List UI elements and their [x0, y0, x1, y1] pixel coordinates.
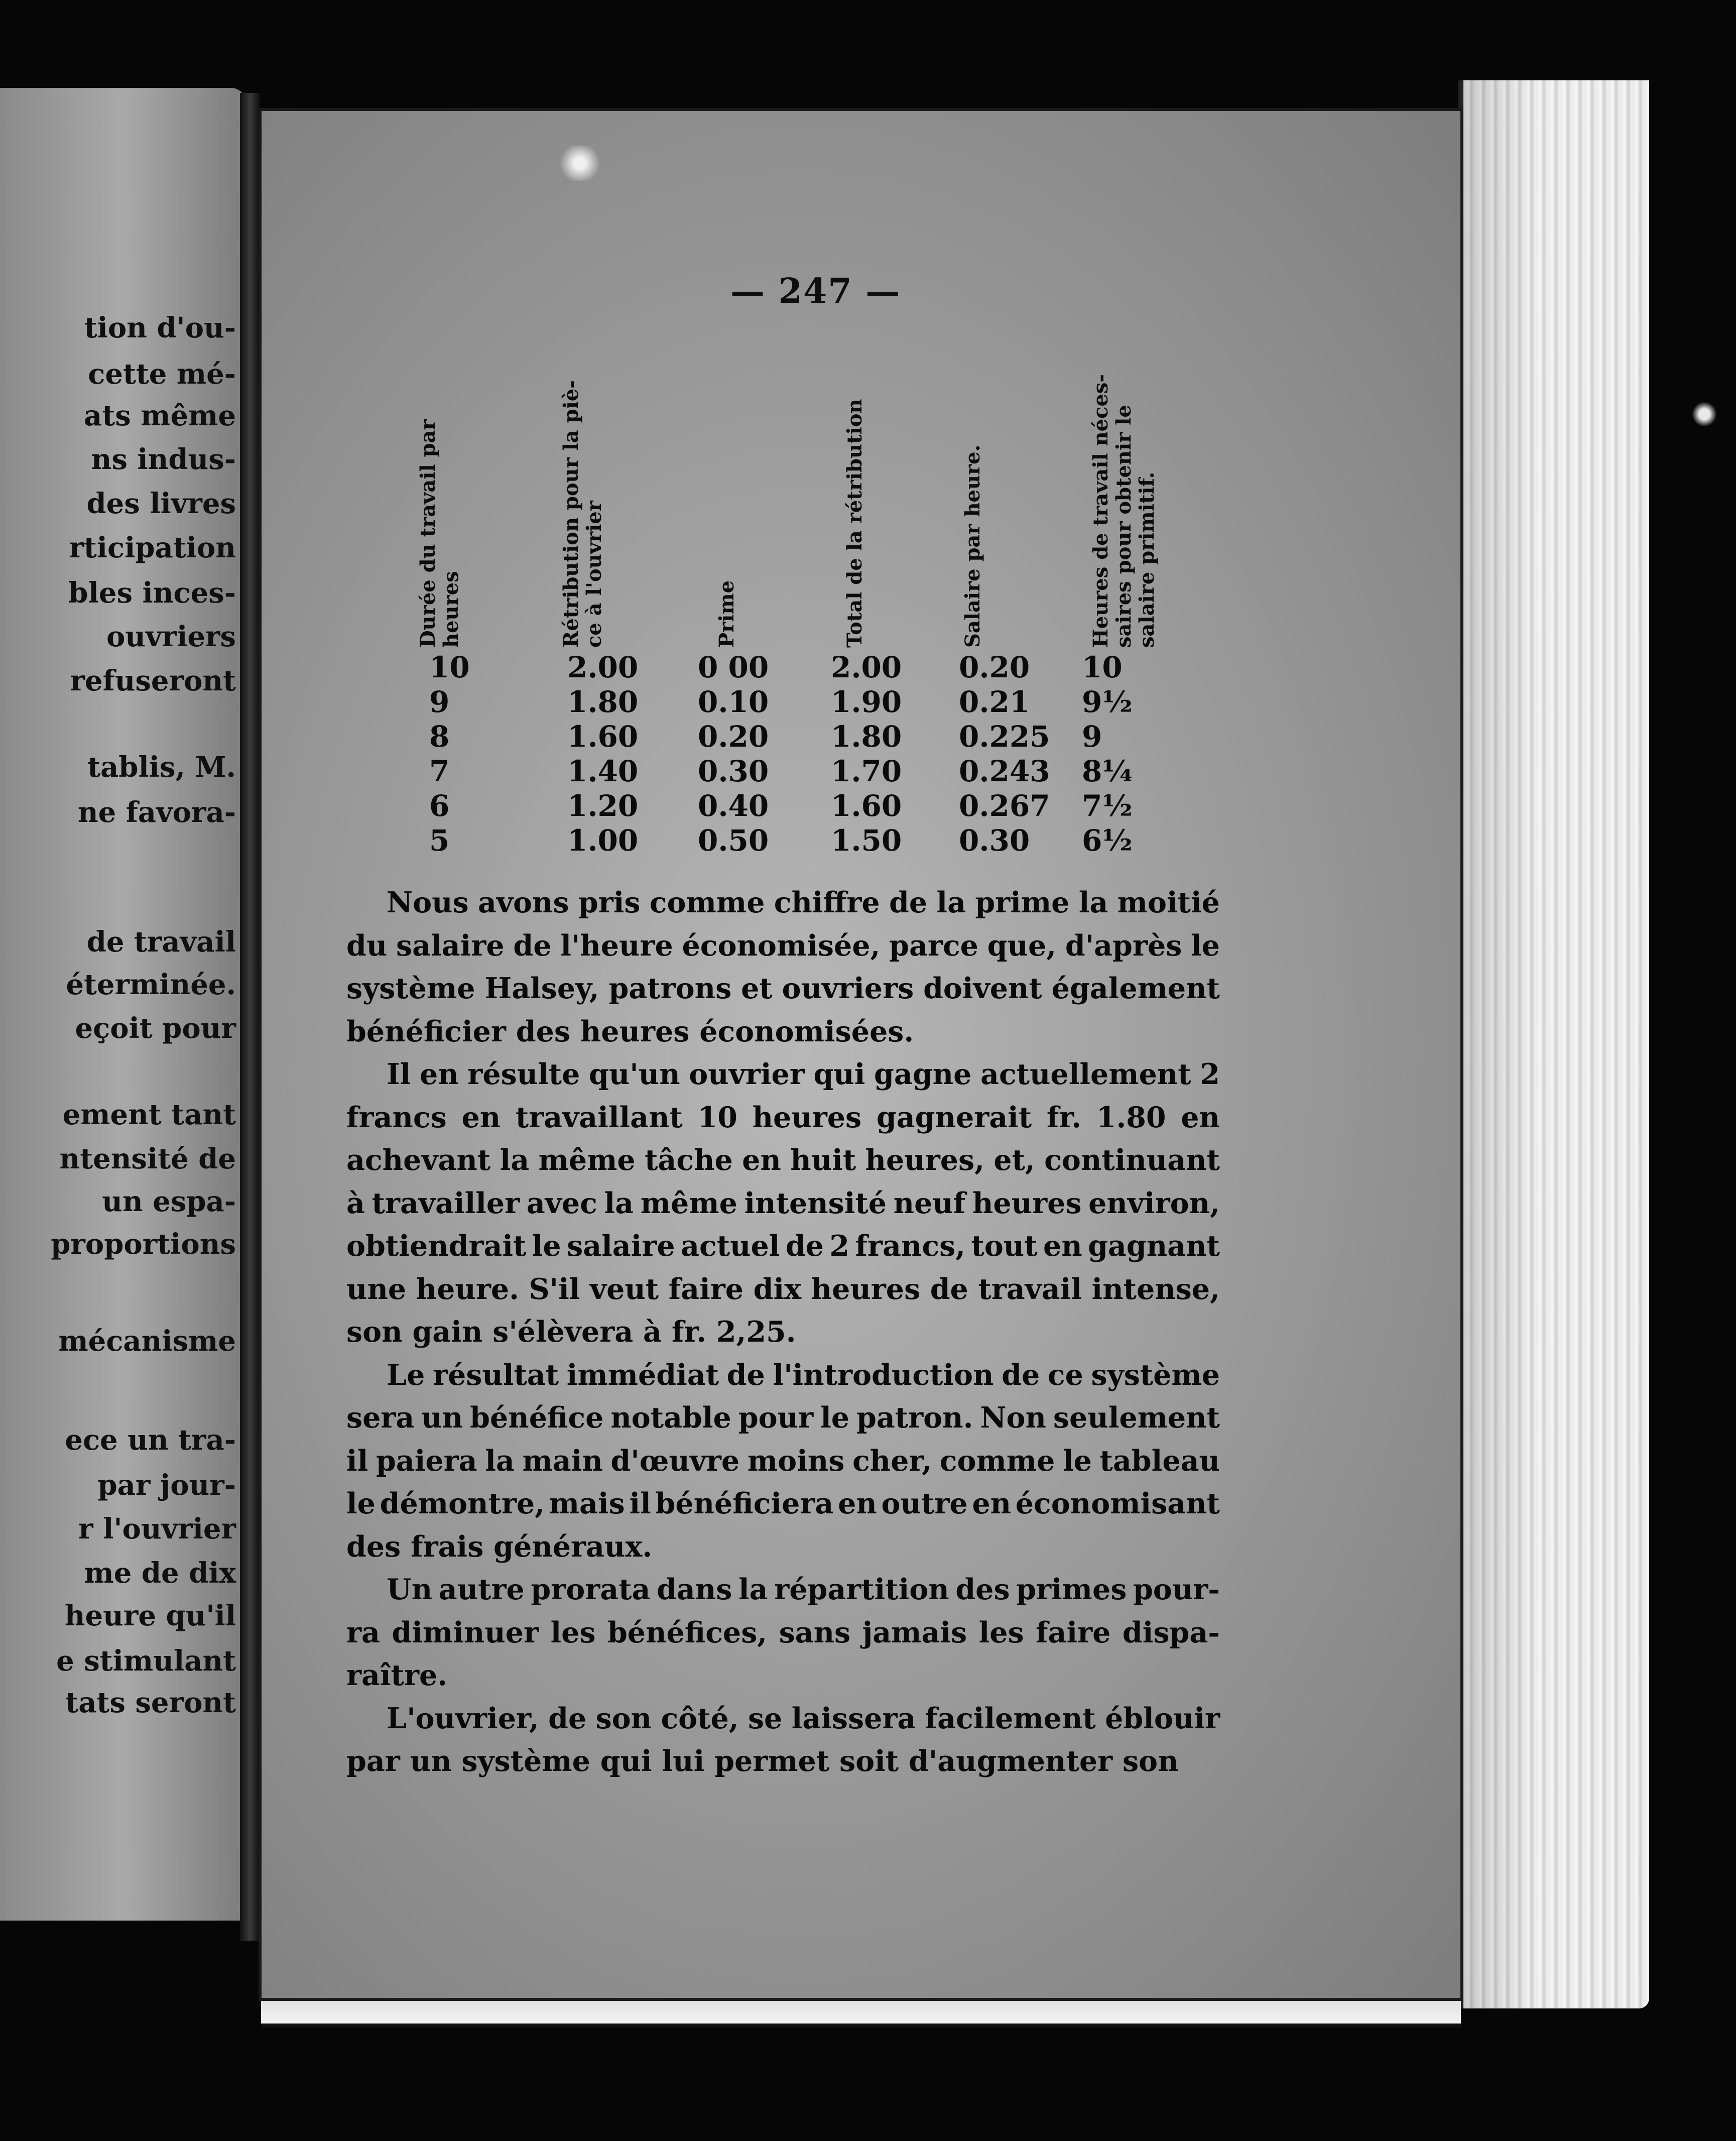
text-line: raître. [346, 1658, 448, 1692]
table-cell: 10 [1082, 650, 1123, 684]
table-cell: 2.00 [567, 650, 639, 684]
left-page-line: ns indus- [91, 443, 236, 476]
data-table [402, 650, 1205, 858]
left-page-line: heure qu'il [64, 1599, 236, 1632]
table-row [402, 789, 1205, 823]
table-cell: 1.90 [831, 685, 902, 719]
column-header-line: Heures de travail néces- [1089, 374, 1112, 648]
table-cell: 0.267 [959, 789, 1050, 823]
text-line: le démontre, mais il bénéficiera en outre en économisant [346, 1487, 1220, 1520]
text-line: une heure. S'il veut faire dix heures de travail intense, [346, 1272, 1220, 1306]
column-header [560, 380, 606, 648]
left-page-line: r l'ouvrier [78, 1512, 236, 1545]
text-line: ra diminuer les bénéfices, sans jamais les faire dispa- [346, 1615, 1220, 1649]
left-page-line: ne favora- [77, 796, 236, 829]
table-cell: 0.225 [959, 720, 1050, 754]
left-page-line: des livres [86, 487, 236, 520]
left-page [0, 88, 246, 1921]
column-header-line: ce à l'ouvrier [582, 501, 606, 648]
table-cell: 0.20 [959, 650, 1030, 684]
table-cell: 0.243 [959, 754, 1050, 788]
table-cell: 9 [429, 685, 450, 719]
left-page-line: de travail [86, 925, 236, 959]
table-cell: 1.50 [831, 823, 902, 858]
table-row [402, 754, 1205, 789]
left-page-line: ntensité de [59, 1142, 236, 1175]
text-line: obtiendrait le salaire actuel de 2 francs, tout en gagnant [346, 1229, 1220, 1263]
text-line: Nous avons pris comme chiffre de la prime la moitié [387, 886, 1220, 919]
table-cell: 0.21 [959, 685, 1030, 719]
page-edges [1458, 80, 1649, 2008]
column-header-line: Total de la rétribution [843, 399, 866, 648]
text-line: du salaire de l'heure économisée, parce que, d'après le [346, 928, 1220, 963]
left-page-line: ouvriers [106, 620, 236, 653]
book-gutter [240, 93, 260, 1941]
table-cell: 8 [429, 720, 450, 754]
table-cell: 1.80 [831, 720, 902, 754]
paper-stain [557, 146, 602, 181]
column-header [417, 419, 463, 648]
column-header [1089, 374, 1159, 648]
left-page-line: cette mé- [88, 358, 236, 391]
left-page-line: refuseront [70, 664, 236, 697]
table-cell: 0.10 [698, 685, 769, 719]
text-line: Il en résulte qu'un ouvrier qui gagne actuellement 2 [387, 1057, 1220, 1091]
left-page-line: ement tant [62, 1098, 236, 1131]
column-header-line: Prime [715, 580, 738, 648]
column-header-line: saires pour obtenir le [1112, 405, 1136, 648]
column-header-line: Salaire par heure. [961, 444, 984, 648]
left-page-line: bles inces- [68, 576, 236, 610]
column-header [843, 399, 866, 648]
left-page-line: éterminée. [66, 968, 236, 1001]
table-cell: 0.30 [959, 823, 1030, 858]
table-cell: 6 [429, 789, 450, 823]
table-cell: 0.50 [698, 823, 769, 858]
table-cell: 8¼ [1082, 754, 1133, 788]
column-header-line: Rétribution pour la piè- [559, 380, 583, 648]
left-page-line: tablis, M. [87, 751, 236, 784]
text-line: des frais généraux. [346, 1529, 653, 1564]
left-page-line: e stimulant [56, 1644, 236, 1678]
table-row [402, 650, 1205, 685]
text-line: Le résultat immédiat de l'introduction de ce système [387, 1358, 1220, 1392]
column-header-line: Durée du travail par [416, 419, 440, 648]
page-number: — 247 — [730, 271, 901, 311]
text-line: francs en travaillant 10 heures gagnerait fr. 1.80 en [346, 1100, 1220, 1134]
table-cell: 6½ [1082, 823, 1133, 858]
text-line: sera un bénéfice notable pour le patron. Non seulement [346, 1401, 1220, 1435]
table-cell: 9 [1082, 720, 1102, 754]
text-line: à travailler avec la même intensité neuf heures environ, [346, 1186, 1220, 1220]
table-cell: 0.20 [698, 720, 769, 754]
table-cell: 5 [429, 823, 450, 858]
table-cell: 7½ [1082, 789, 1133, 823]
left-page-line: tion d'ou- [84, 311, 236, 344]
text-line: son gain s'élèvera à fr. 2,25. [346, 1315, 796, 1349]
body-text [346, 881, 1220, 1783]
column-header [715, 580, 738, 648]
column-header [961, 444, 984, 648]
column-header-line: heures [439, 571, 463, 648]
table-row [402, 685, 1205, 720]
table-cell: 1.20 [567, 789, 639, 823]
table-cell: 2.00 [831, 650, 902, 684]
table-cell: 9½ [1082, 685, 1133, 719]
table-cell: 1.40 [567, 754, 639, 788]
left-page-text [0, 88, 236, 1921]
table-cell: 1.80 [567, 685, 639, 719]
table-row [402, 823, 1205, 858]
left-page-line: rticipation [69, 531, 236, 564]
left-page-line: ece un tra- [65, 1423, 236, 1457]
text-line: achevant la même tâche en huit heures, et, continuant [346, 1143, 1220, 1177]
table-cell: 7 [429, 754, 450, 788]
left-page-line: un espa- [102, 1185, 236, 1218]
paper-speck [1692, 402, 1717, 427]
table-cell: 1.60 [831, 789, 902, 823]
left-page-line: mécanisme [58, 1325, 236, 1358]
left-page-line: proportions [51, 1228, 236, 1261]
table-cell: 0.40 [698, 789, 769, 823]
text-line: L'ouvrier, de son côté, se laissera facilement éblouir [387, 1701, 1220, 1735]
left-page-line: tats seront [65, 1686, 236, 1719]
left-page-line: par jour- [97, 1469, 236, 1502]
text-line: Un autre prorata dans la répartition des primes pour- [387, 1573, 1220, 1606]
left-page-line: eçoit pour [75, 1012, 236, 1045]
left-page-line: me de dix [84, 1557, 236, 1590]
column-header-line: salaire primitif. [1135, 471, 1159, 648]
table-cell: 0 00 [698, 650, 769, 684]
table-cell: 1.60 [567, 720, 639, 754]
table-cell: 10 [429, 650, 470, 684]
text-line: par un système qui lui permet soit d'augmenter son [346, 1744, 1179, 1778]
text-line: bénéficier des heures économisées. [346, 1014, 914, 1048]
table-cell: 0.30 [698, 754, 769, 788]
text-line: système Halsey, patrons et ouvriers doivent également [346, 972, 1220, 1005]
text-line: il paiera la main d'œuvre moins cher, comme le tableau [346, 1444, 1220, 1478]
table-cell: 1.70 [831, 754, 902, 788]
table-cell: 1.00 [567, 823, 639, 858]
table-row [402, 720, 1205, 754]
left-page-line: ats même [84, 399, 236, 432]
